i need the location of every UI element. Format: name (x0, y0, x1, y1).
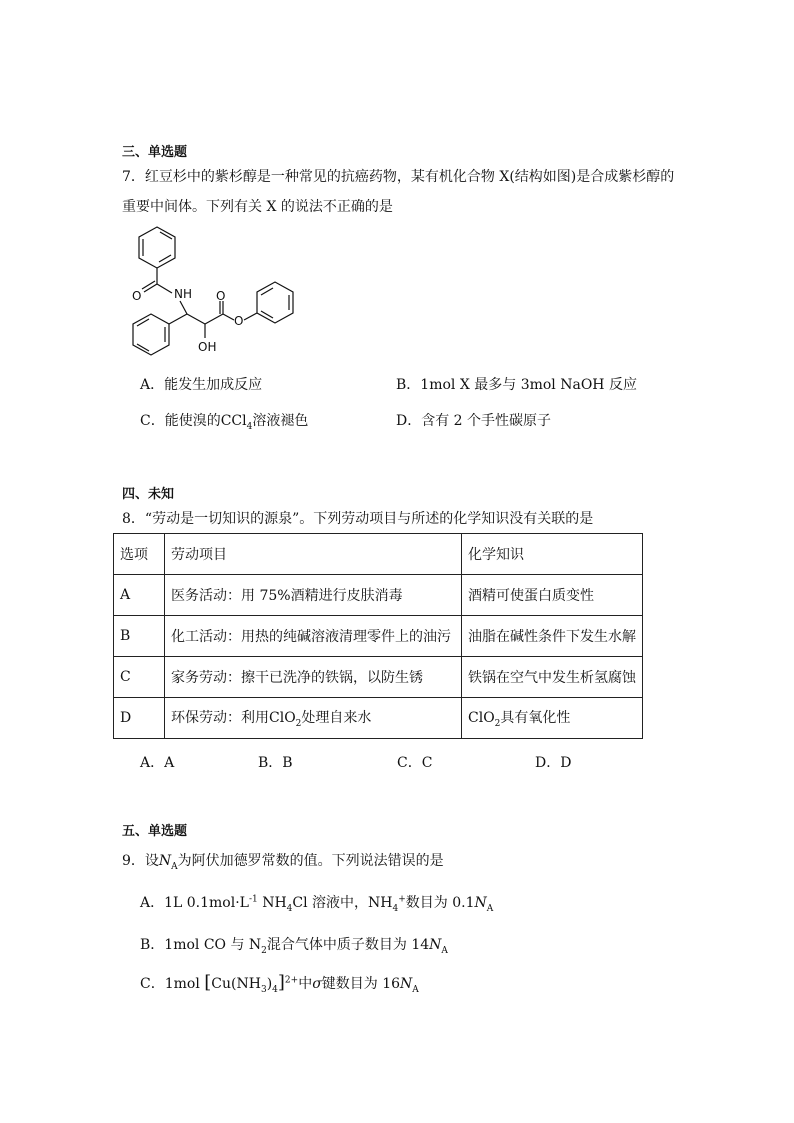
q7-option-d[interactable]: D．含有 2 个手性碳原子 (396, 413, 552, 429)
q8-option-c[interactable]: C．C (397, 755, 433, 771)
table-cell: 铁锅在空气中发生析氢腐蚀 (462, 657, 643, 698)
atom-label-oh: OH (198, 340, 217, 354)
table-cell: ClO$_2$具有氧化性 (462, 698, 643, 739)
section-heading-4: 四、未知 (122, 487, 175, 502)
section-heading-5: 五、单选题 (122, 824, 188, 839)
table-header-cell: 劳动项目 (165, 534, 462, 575)
q7-option-b[interactable]: B．1mol X 最多与 3mol NaOH 反应 (396, 377, 637, 393)
table-row (114, 698, 643, 739)
compound-x-structure (112, 222, 312, 362)
table-cell: D (114, 698, 165, 739)
table-row (114, 575, 643, 616)
table-header-cell: 选项 (114, 534, 165, 575)
table-row (114, 657, 643, 698)
question-8-stem: 8．“劳动是一切知识的源泉”。下列劳动项目与所述的化学知识没有关联的是 (122, 511, 594, 527)
table-cell: 环保劳动：利用ClO$_2$处理自来水 (165, 698, 462, 739)
q8-option-d[interactable]: D．D (535, 755, 572, 771)
atom-label-o: O (132, 289, 142, 303)
table-cell: 家务劳动：擦干已洗净的铁锅，以防生锈 (165, 657, 462, 698)
table-cell: 油脂在碱性条件下发生水解 (462, 616, 643, 657)
table-header-cell: 化学知识 (462, 534, 643, 575)
atom-label-nh: NH (174, 287, 192, 301)
table-row (114, 616, 643, 657)
atom-label-o: O (234, 314, 244, 328)
question-7-line-2: 重要中间体。下列有关 X 的说法不正确的是 (122, 199, 393, 215)
q8-option-b[interactable]: B．B (258, 755, 293, 771)
table-cell: B (114, 616, 165, 657)
q9-option-a[interactable]: A．1L $0.1mol\cdot L^{-1}$ $NH_4Cl$ 溶液中，$NH_4^+$数目为 $0.1N_A$ (140, 894, 494, 914)
q9-option-c[interactable]: C．1mol $[Cu(NH_3)_4]^{2+}$中σ键数目为 $16N_A$ (140, 972, 419, 995)
q9-option-b[interactable]: B．1mol CO 与 $N_2$混合气体中质子数目为 $14N_A$ (140, 937, 448, 956)
table-cell: 酒精可使蛋白质变性 (462, 575, 643, 616)
q7-option-c[interactable]: C．能使溴的CCl$_4$溶液褪色 (140, 413, 309, 432)
question-9-stem: 9．设$N_A$为阿伏加德罗常数的值。下列说法错误的是 (122, 853, 444, 872)
table-cell: 医务活动：用 75%酒精进行皮肤消毒 (165, 575, 462, 616)
question-8-table (113, 533, 643, 739)
table-header-row (114, 534, 643, 575)
section-heading-3: 三、单选题 (122, 145, 188, 160)
q8-option-a[interactable]: A．A (140, 755, 175, 771)
table-cell: 化工活动：用热的纯碱溶液清理零件上的油污 (165, 616, 462, 657)
q7-option-a[interactable]: A．能发生加成反应 (140, 377, 263, 393)
atom-label-o: O (216, 289, 226, 303)
question-7-line-1: 7．红豆杉中的紫杉醇是一种常见的抗癌药物，某有机化合物 X(结构如图)是合成紫杉醇的 (122, 169, 675, 185)
table-cell: C (114, 657, 165, 698)
table-cell: A (114, 575, 165, 616)
